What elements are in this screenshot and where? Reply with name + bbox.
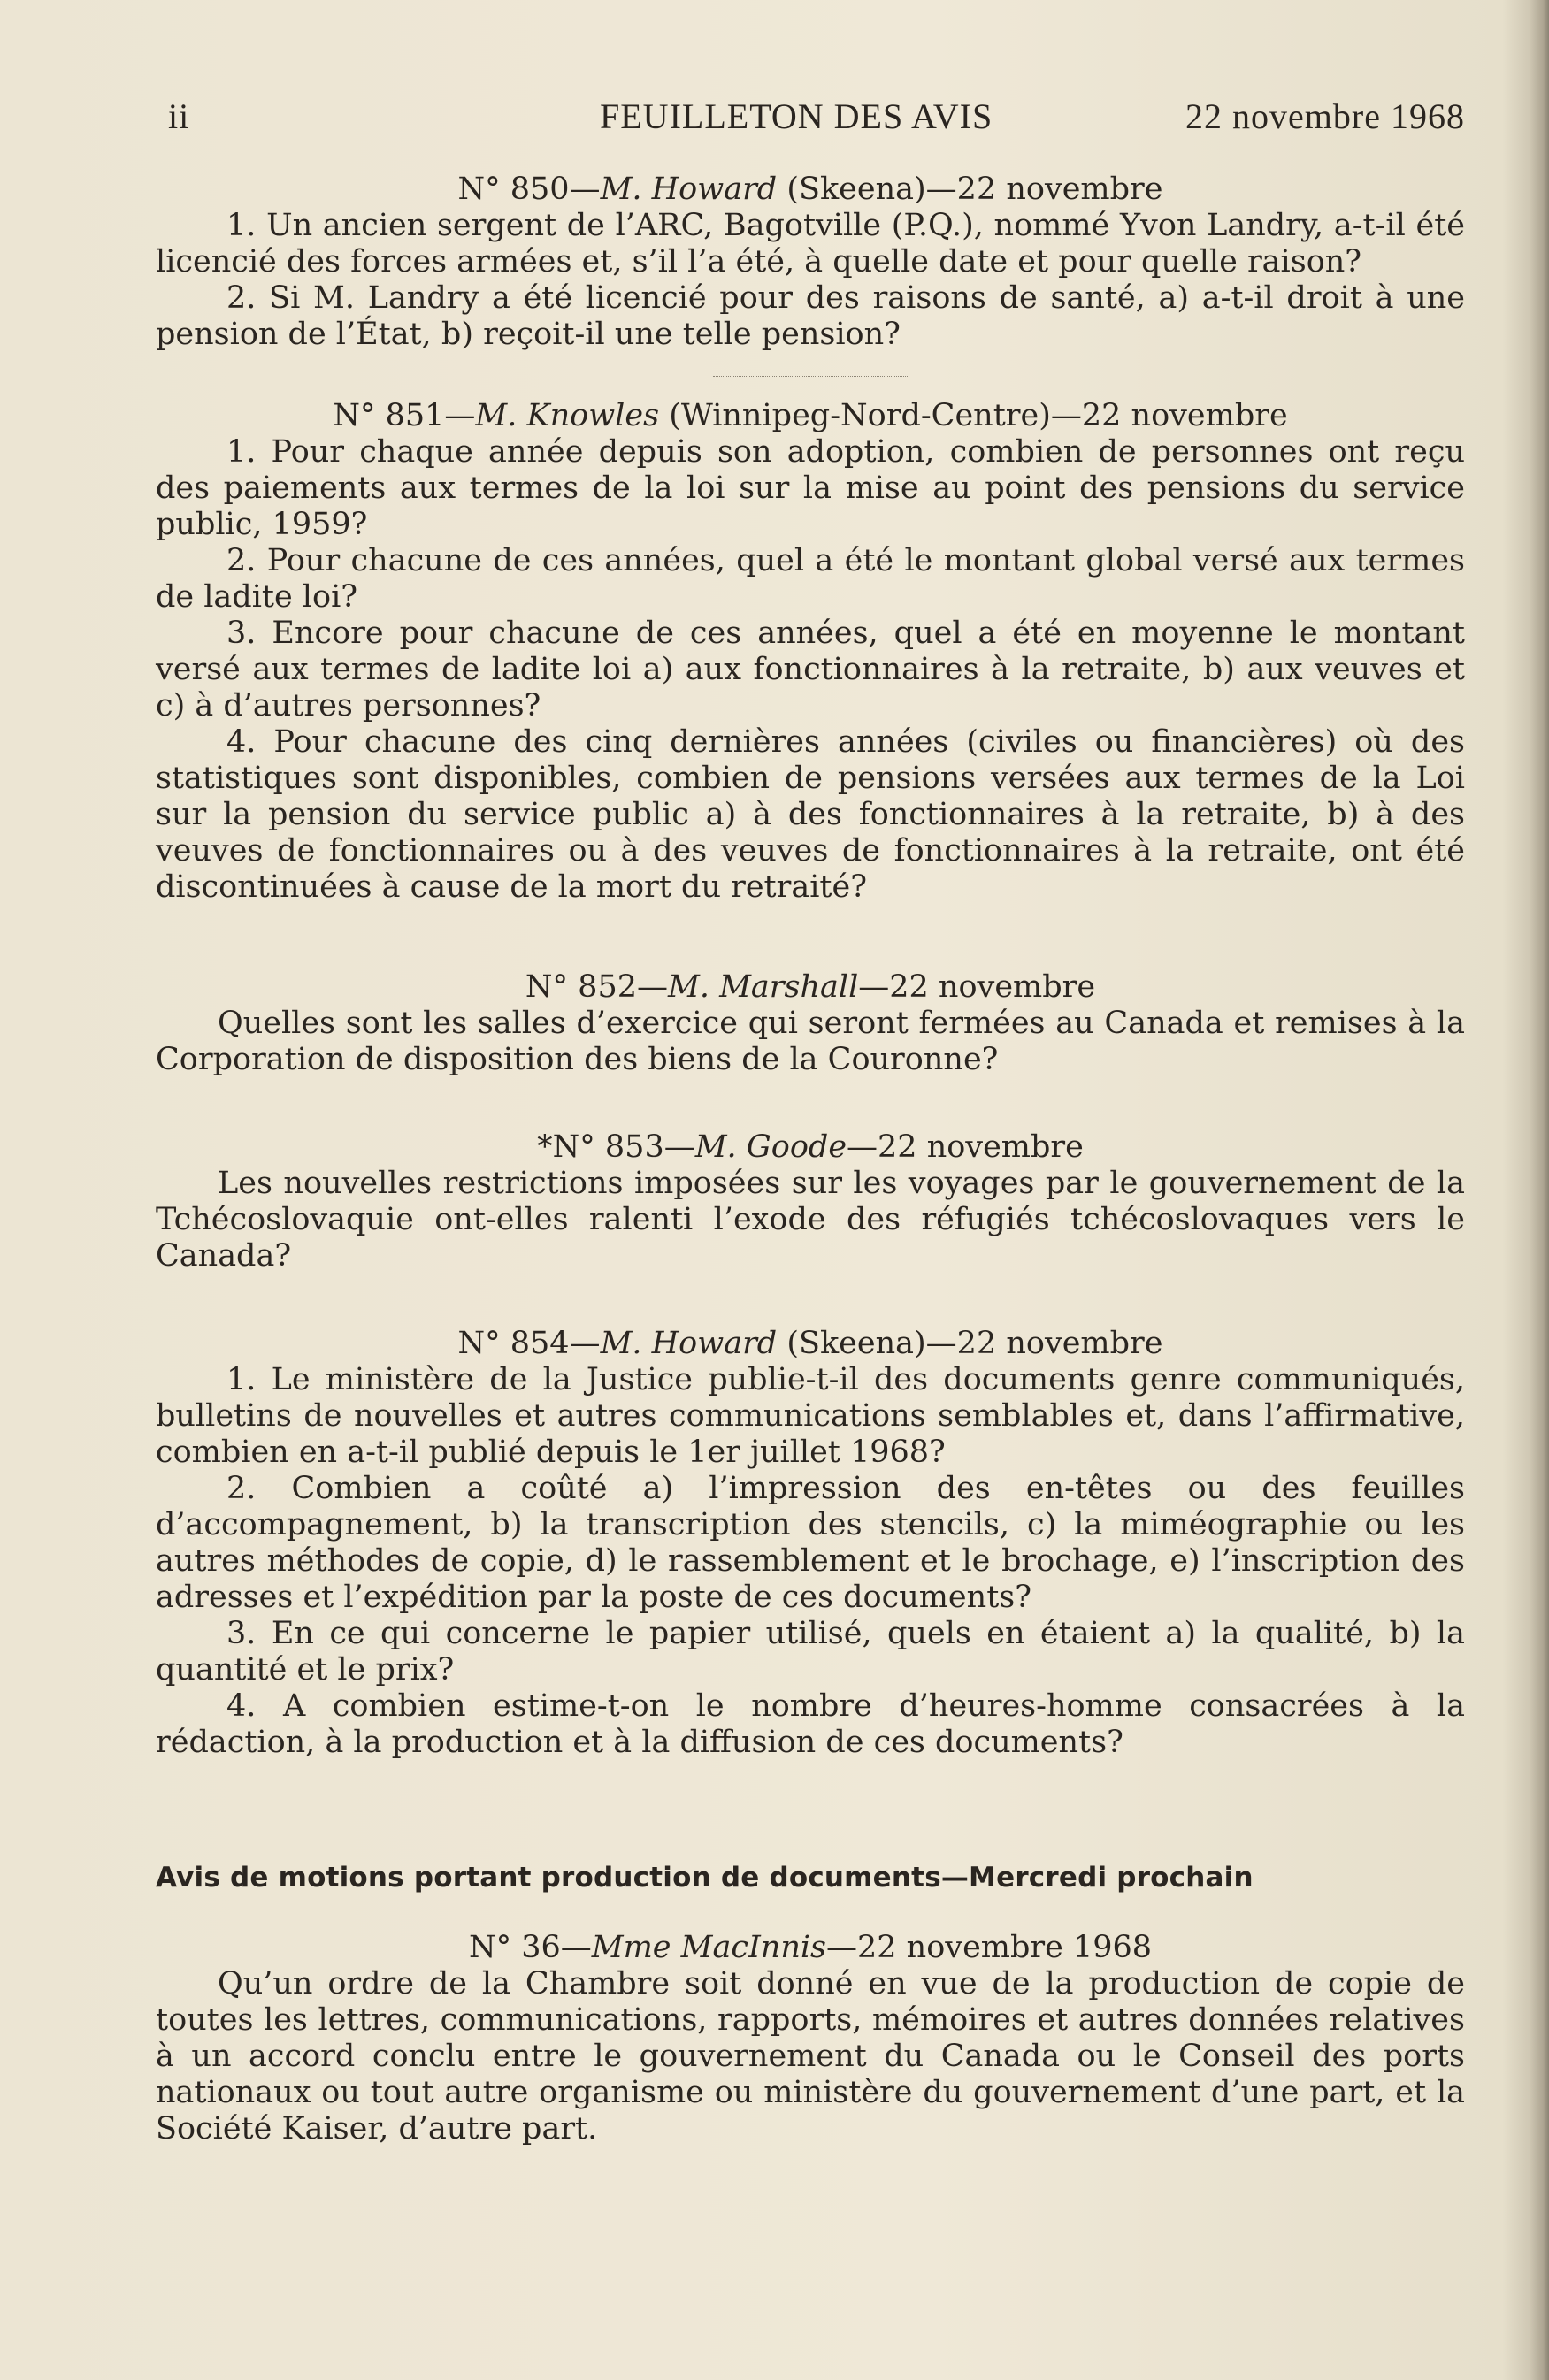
question-853: [156, 1129, 1465, 1274]
spacer: [156, 1274, 1465, 1326]
question-paragraph: Quelles sont les salles d’exercice qui seront fermées au Canada et remises à la Corporation de disposition des biens de la Couronne?: [156, 1006, 1465, 1077]
question-paragraph: 3. En ce qui concerne le papier utilisé, quels en étaient a) la qualité, b) la quantité et le prix?: [156, 1616, 1465, 1687]
question-title: [156, 1326, 1465, 1362]
page-number: ii: [168, 96, 190, 136]
question-paragraph: 1. Pour chaque année depuis son adoption, combien de personnes ont reçu des paiements aux termes de la loi sur la mise au point des pensions du service public, 1959?: [156, 434, 1465, 542]
question-paragraph: 4. Pour chacune des cinq dernières années (civiles ou financières) où des statistiques sont disponibles, combien de pensions versées aux termes de la Loi sur la pension du service public a) à des fonctionnaires à la retraite, b) à des veuves de fonctionnaires ou à des veuves de fonctionnaires à la retraite, ont été discontinuées à cause de la mort du retraité?: [156, 724, 1465, 905]
question-paragraph: 2. Si M. Landry a été licencié pour des raisons de santé, a) a-t-il droit à une pension de l’État, b) reçoit-il une telle pension?: [156, 280, 1465, 352]
member-name: M. Goode: [694, 1129, 847, 1165]
motion-date: —22 novembre 1968: [826, 1930, 1153, 1965]
motion-paragraph: Qu’un ordre de la Chambre soit donné en vue de la production de copie de toutes les lettres, communications, rapports, mémoires et autres données relatives à un accord conclu entre le gouvernement du Canada ou le Conseil des ports nationaux ou tout autre organisme ou ministère du gouvernement d’une part, et la Société Kaiser, d’autre part.: [156, 1966, 1465, 2147]
question-854: [156, 1326, 1465, 1761]
page-content: [156, 172, 1465, 2147]
question-title: [156, 969, 1465, 1006]
motion-number: N° 36—: [468, 1930, 592, 1965]
question-date: —22 novembre: [858, 969, 1096, 1005]
motion-36: [156, 1930, 1465, 2147]
member-name: M. Knowles: [475, 398, 660, 433]
question-850: [156, 172, 1465, 353]
separator-rule: [713, 376, 908, 377]
question-paragraph: 1. Un ancien sergent de l’ARC, Bagotville (P.Q.), nommé Yvon Landry, a-t-il été licencié des forces armées et, s’il l’a été, à quelle date et pour quelle raison?: [156, 208, 1465, 279]
question-number: N° 854—: [457, 1326, 601, 1361]
spacer: [156, 1761, 1465, 1860]
question-date: (Skeena)—22 novembre: [777, 1326, 1163, 1361]
member-name: M. Howard: [600, 172, 778, 207]
question-title: [156, 1129, 1465, 1166]
page-header: [156, 96, 1465, 140]
question-number: N° 852—: [525, 969, 668, 1005]
spacer: [156, 906, 1465, 969]
member-name: M. Marshall: [667, 969, 859, 1005]
question-date: —22 novembre: [847, 1129, 1084, 1165]
header-date: 22 novembre 1968: [1185, 96, 1465, 136]
member-name: M. Howard: [600, 1326, 778, 1361]
question-paragraph: 2. Combien a coûté a) l’impression des en-têtes ou des feuilles d’accompagnement, b) la transcription des stencils, c) la miméographie ou les autres méthodes de copie, d) le rassemblement et le brochage, e) l’inscription des adresses et l’expédition par la poste de ces documents?: [156, 1471, 1465, 1615]
question-852: [156, 969, 1465, 1078]
question-date: (Skeena)—22 novembre: [777, 172, 1163, 207]
question-number: N° 851—: [333, 398, 476, 433]
question-title: [156, 172, 1465, 208]
running-title: FEUILLETON DES AVIS: [600, 96, 993, 136]
spacer: [156, 1078, 1465, 1129]
question-number: N° 850—: [457, 172, 601, 207]
question-paragraph: Les nouvelles restrictions imposées sur les voyages par le gouvernement de la Tchécoslovaquie ont-elles ralenti l’exode des réfugiés tchécoslovaques vers le Canada?: [156, 1166, 1465, 1274]
section-heading: Avis de motions portant production de documents—Mercredi prochain: [156, 1862, 1254, 1894]
motion-title: [156, 1930, 1465, 1966]
question-number: *N° 853—: [537, 1129, 695, 1165]
question-paragraph: 1. Le ministère de la Justice publie-t-il des documents genre communiqués, bulletins de nouvelles et autres communications semblables et, dans l’affirmative, combien en a-t-il publié depuis le 1er juillet 1968?: [156, 1362, 1465, 1470]
question-paragraph: 4. A combien estime-t-on le nombre d’heures-homme consacrées à la rédaction, à la production et à la diffusion de ces documents?: [156, 1688, 1465, 1760]
question-date: (Winnipeg-Nord-Centre)—22 novembre: [659, 398, 1288, 433]
question-paragraph: 3. Encore pour chacune de ces années, quel a été en moyenne le montant versé aux termes de ladite loi a) aux fonctionnaires à la retraite, b) aux veuves et c) à d’autres personnes?: [156, 616, 1465, 723]
member-name: Mme MacInnis: [591, 1930, 827, 1965]
question-paragraph: 2. Pour chacune de ces années, quel a été le montant global versé aux termes de ladite loi?: [156, 543, 1465, 615]
page-edge-shadow: [1530, 0, 1549, 2380]
question-title: [156, 398, 1465, 434]
question-851: [156, 398, 1465, 906]
